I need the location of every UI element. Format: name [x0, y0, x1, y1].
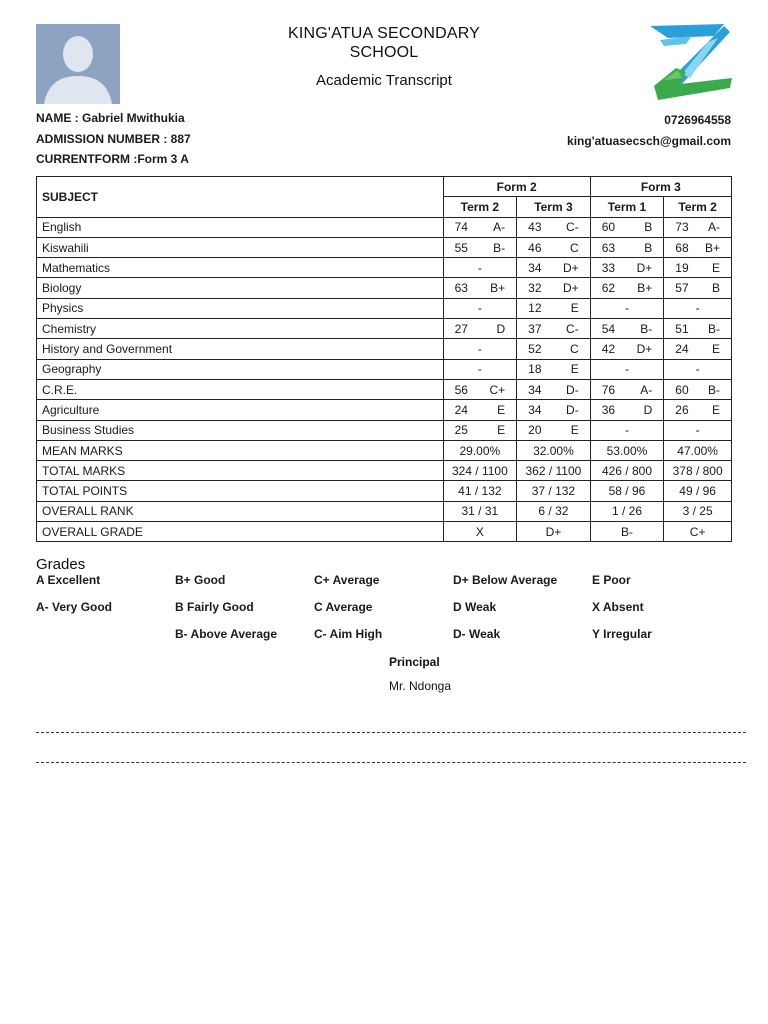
score-cell	[664, 319, 732, 339]
subject-row	[37, 217, 732, 237]
subject-name: Business Studies	[37, 420, 444, 440]
summary-row	[37, 440, 732, 460]
score-grade: B	[644, 240, 653, 255]
score-cell	[664, 400, 732, 420]
form-header: Form 3	[590, 177, 731, 197]
score-grade: B-	[640, 321, 653, 336]
subject-name: C.R.E.	[37, 379, 444, 399]
grade-key-item: C Average	[314, 600, 373, 614]
subject-row	[37, 420, 732, 440]
score-cell: -	[590, 359, 664, 379]
score-cell	[443, 400, 517, 420]
grades-title: Grades	[36, 556, 86, 573]
summary-value: 49 / 96	[664, 481, 732, 501]
form-header: Form 2	[443, 177, 590, 197]
score-grade: D	[643, 402, 653, 417]
principal-label: Principal	[389, 655, 440, 669]
score-mark: 60	[601, 220, 616, 235]
school-email: king'atuasecsch@gmail.com	[567, 134, 731, 148]
score-mark: 36	[601, 402, 616, 417]
signature-line	[36, 762, 746, 763]
summary-value: C+	[664, 522, 732, 542]
score-cell: -	[443, 298, 517, 318]
grade-key-item: A Excellent	[36, 573, 101, 587]
score-cell: -	[590, 420, 664, 440]
score-grade: E	[570, 301, 579, 316]
score-cell	[590, 217, 664, 237]
subject-row	[37, 379, 732, 399]
grade-key-item: A- Very Good	[36, 600, 113, 614]
subject-name: English	[37, 217, 444, 237]
summary-label: TOTAL POINTS	[37, 481, 444, 501]
score-grade: B	[711, 281, 720, 296]
subject-row	[37, 339, 732, 359]
score-cell	[517, 379, 591, 399]
score-cell	[517, 278, 591, 298]
subject-name: Kiswahili	[37, 237, 444, 257]
term-header: Term 3	[517, 197, 591, 217]
score-cell	[443, 420, 517, 440]
term-header: Term 2	[664, 197, 732, 217]
summary-value: 32.00%	[517, 440, 591, 460]
score-mark: 18	[528, 362, 542, 377]
score-grade: C-	[566, 321, 579, 336]
summary-value: 58 / 96	[590, 481, 664, 501]
score-cell	[517, 217, 591, 237]
score-grade: B-	[493, 240, 506, 255]
summary-value: 426 / 800	[590, 461, 664, 481]
term-header: Term 1	[590, 197, 664, 217]
grade-key-item: B- Above Average	[175, 627, 278, 641]
grade-key-item: C- Aim High	[314, 627, 383, 641]
score-grade: D-	[566, 382, 579, 397]
score-grade: E	[497, 423, 506, 438]
summary-value: 3 / 25	[664, 501, 732, 521]
subject-name: Mathematics	[37, 258, 444, 278]
score-grade: B+	[704, 240, 720, 255]
score-mark: 51	[675, 321, 689, 336]
score-cell	[664, 379, 732, 399]
score-mark: 25	[454, 423, 468, 438]
score-grade: D+	[563, 260, 579, 275]
grade-key-item: D- Weak	[453, 627, 501, 641]
subject-name: Physics	[37, 298, 444, 318]
score-cell	[664, 237, 732, 257]
summary-value: 324 / 1100	[443, 461, 517, 481]
score-mark: 37	[528, 321, 542, 336]
score-cell	[664, 339, 732, 359]
score-mark: 60	[675, 382, 689, 397]
score-mark: 27	[454, 321, 468, 336]
score-mark: 76	[601, 382, 616, 397]
student-info	[36, 108, 191, 170]
score-grade: A-	[640, 382, 653, 397]
score-grade: E	[711, 342, 720, 357]
admission-number: ADMISSION NUMBER : 887	[36, 131, 191, 146]
form-header-row	[37, 177, 732, 197]
score-grade: B	[644, 220, 653, 235]
score-cell	[664, 258, 732, 278]
summary-value: 47.00%	[664, 440, 732, 460]
summary-value: 1 / 26	[590, 501, 664, 521]
score-cell	[517, 420, 591, 440]
summary-value: 41 / 132	[443, 481, 517, 501]
term-header: Term 2	[443, 197, 517, 217]
score-cell	[443, 217, 517, 237]
score-grade: D+	[636, 260, 653, 275]
score-cell: -	[590, 298, 664, 318]
score-cell	[517, 258, 591, 278]
summary-label: OVERALL RANK	[37, 501, 444, 521]
score-cell: -	[664, 420, 732, 440]
grade-key-item: Y Irregular	[592, 627, 652, 641]
score-cell	[517, 298, 591, 318]
score-cell: -	[443, 359, 517, 379]
score-cell	[590, 237, 664, 257]
subject-name: Geography	[37, 359, 444, 379]
subject-row	[37, 298, 732, 318]
school-name-line2: SCHOOL	[349, 44, 419, 61]
score-cell: -	[664, 359, 732, 379]
score-grade: B+	[637, 281, 653, 296]
score-mark: 55	[454, 240, 468, 255]
score-mark: 54	[601, 321, 616, 336]
score-cell: -	[664, 298, 732, 318]
score-mark: 24	[454, 402, 468, 417]
score-mark: 20	[528, 423, 542, 438]
subject-header: SUBJECT	[37, 177, 444, 218]
score-mark: 33	[601, 260, 616, 275]
score-mark: 63	[601, 240, 616, 255]
score-mark: 34	[528, 260, 542, 275]
score-cell	[517, 237, 591, 257]
subject-row	[37, 319, 732, 339]
score-mark: 34	[528, 382, 542, 397]
summary-value: 6 / 32	[517, 501, 591, 521]
score-grade: D+	[636, 342, 653, 357]
score-grade: D-	[566, 402, 579, 417]
subject-name: Biology	[37, 278, 444, 298]
summary-value: D+	[517, 522, 591, 542]
subject-name: History and Government	[37, 339, 444, 359]
summary-label: TOTAL MARKS	[37, 461, 444, 481]
score-cell	[443, 278, 517, 298]
score-cell	[590, 339, 664, 359]
summary-value: 29.00%	[443, 440, 517, 460]
school-logo-icon	[646, 22, 734, 104]
score-cell	[664, 217, 732, 237]
score-mark: 26	[675, 402, 689, 417]
subject-name: Chemistry	[37, 319, 444, 339]
score-grade: A-	[708, 220, 720, 235]
transcript-table	[36, 176, 732, 542]
score-cell: -	[443, 258, 517, 278]
score-cell	[590, 379, 664, 399]
score-grade: C+	[489, 382, 506, 397]
score-mark: 62	[601, 281, 616, 296]
person-silhouette-icon	[36, 24, 120, 104]
subject-row	[37, 258, 732, 278]
score-cell	[517, 400, 591, 420]
summary-row	[37, 461, 732, 481]
school-phone: 0726964558	[664, 113, 731, 127]
grade-key-item: E Poor	[592, 573, 631, 587]
score-cell	[590, 400, 664, 420]
score-mark: 12	[528, 301, 542, 316]
school-name-line1: KING'ATUA SECONDARY	[287, 25, 481, 42]
score-cell	[443, 237, 517, 257]
student-photo	[36, 24, 120, 104]
score-grade: B-	[708, 321, 720, 336]
score-mark: 43	[528, 220, 542, 235]
score-cell	[664, 278, 732, 298]
grade-key-item: B+ Good	[175, 573, 226, 587]
grade-key-item: D Weak	[453, 600, 497, 614]
score-cell	[443, 319, 517, 339]
score-cell: -	[443, 339, 517, 359]
score-grade: B-	[708, 382, 720, 397]
score-cell	[590, 319, 664, 339]
score-mark: 42	[601, 342, 616, 357]
score-grade: D	[496, 321, 506, 336]
score-mark: 24	[675, 342, 689, 357]
subject-row	[37, 237, 732, 257]
score-mark: 32	[528, 281, 542, 296]
score-mark: 52	[528, 342, 542, 357]
score-grade: E	[711, 260, 720, 275]
grade-key-item: D+ Below Average	[453, 573, 558, 587]
summary-value: 37 / 132	[517, 481, 591, 501]
score-cell	[443, 379, 517, 399]
score-mark: 56	[454, 382, 468, 397]
score-grade: A-	[493, 220, 506, 235]
score-grade: C	[570, 240, 579, 255]
grade-key-item: X Absent	[592, 600, 644, 614]
score-grade: C-	[566, 220, 579, 235]
subject-row	[37, 359, 732, 379]
grade-key-item: C+ Average	[314, 573, 380, 587]
score-mark: 73	[675, 220, 689, 235]
document-title: Academic Transcript	[316, 72, 452, 89]
summary-label: MEAN MARKS	[37, 440, 444, 460]
signature-line	[36, 732, 746, 733]
subject-row	[37, 400, 732, 420]
score-mark: 34	[528, 402, 542, 417]
score-grade: E	[570, 362, 579, 377]
current-form: CURRENTFORM :Form 3 A	[36, 152, 189, 166]
score-mark: 63	[454, 281, 468, 296]
score-mark: 68	[675, 240, 689, 255]
summary-value: 362 / 1100	[517, 461, 591, 481]
score-cell	[517, 359, 591, 379]
summary-value: B-	[590, 522, 664, 542]
summary-value: X	[443, 522, 517, 542]
grade-key-item: B Fairly Good	[175, 600, 254, 614]
principal-name: Mr. Ndonga	[389, 679, 452, 693]
score-cell	[517, 339, 591, 359]
summary-row	[37, 522, 732, 542]
score-grade: B+	[490, 281, 506, 296]
score-grade: E	[497, 402, 506, 417]
score-grade: E	[711, 402, 720, 417]
school-logo	[646, 22, 734, 104]
score-mark: 19	[675, 260, 689, 275]
subject-row	[37, 278, 732, 298]
score-grade: E	[570, 423, 579, 438]
score-cell	[517, 319, 591, 339]
summary-label: OVERALL GRADE	[37, 522, 444, 542]
score-cell	[590, 258, 664, 278]
school-contact	[567, 110, 731, 152]
student-name: NAME : Gabriel Mwithukia	[36, 111, 185, 125]
summary-value: 378 / 800	[664, 461, 732, 481]
score-mark: 57	[675, 281, 689, 296]
school-name	[254, 24, 514, 62]
score-mark: 74	[454, 220, 468, 235]
score-mark: 46	[528, 240, 542, 255]
score-grade: D+	[563, 281, 579, 296]
summary-row	[37, 481, 732, 501]
score-grade: C	[570, 342, 579, 357]
summary-value: 53.00%	[590, 440, 664, 460]
summary-value: 31 / 31	[443, 501, 517, 521]
score-cell	[590, 278, 664, 298]
subject-name: Agriculture	[37, 400, 444, 420]
summary-row	[37, 501, 732, 521]
